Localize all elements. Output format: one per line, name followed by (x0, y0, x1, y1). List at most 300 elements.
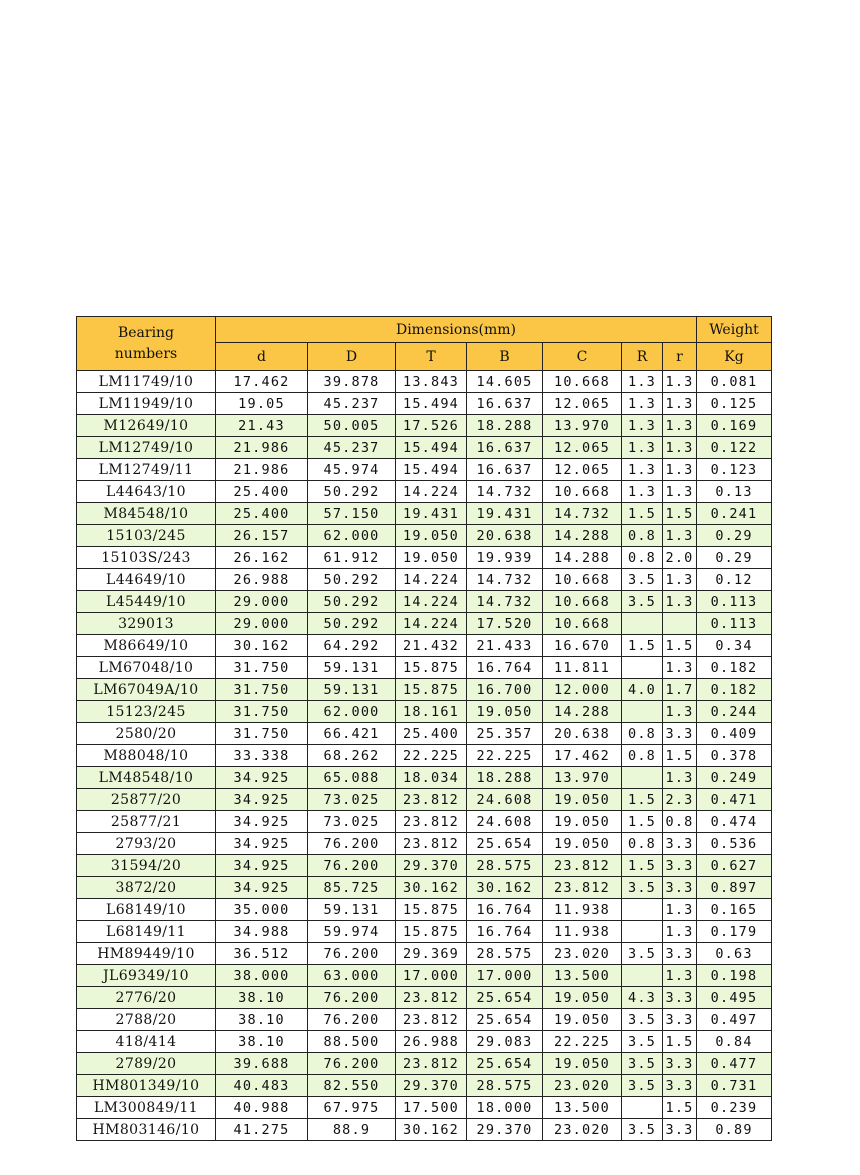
r-cell (663, 613, 697, 635)
B-cell: 16.637 (467, 393, 543, 415)
bearing-number-cell: 15103/245 (77, 525, 216, 547)
bearing-number-cell: 329013 (77, 613, 216, 635)
table-row (77, 393, 772, 415)
d-cell: 40.988 (216, 1097, 308, 1119)
R-cell: 0.8 (622, 525, 663, 547)
bearing-number-cell: LM12749/11 (77, 459, 216, 481)
r-cell: 3.3 (663, 833, 697, 855)
r-cell: 1.5 (663, 745, 697, 767)
table-row (77, 943, 772, 965)
R-cell: 4.3 (622, 987, 663, 1009)
C-cell: 10.668 (543, 591, 622, 613)
C-cell: 17.462 (543, 745, 622, 767)
d-cell: 40.483 (216, 1075, 308, 1097)
table-row (77, 415, 772, 437)
T-cell: 26.988 (396, 1031, 467, 1053)
d-cell: 38.10 (216, 1031, 308, 1053)
R-cell: 0.8 (622, 547, 663, 569)
bearing-number-cell: L44649/10 (77, 569, 216, 591)
T-cell: 19.050 (396, 547, 467, 569)
C-cell: 23.812 (543, 855, 622, 877)
B-cell: 16.637 (467, 437, 543, 459)
r-cell: 3.3 (663, 877, 697, 899)
r-cell: 1.3 (663, 767, 697, 789)
R-cell (622, 613, 663, 635)
r-cell: 1.3 (663, 525, 697, 547)
d-cell: 26.162 (216, 547, 308, 569)
C-cell: 11.938 (543, 899, 622, 921)
B-cell: 24.608 (467, 789, 543, 811)
bearing-number-cell: L68149/11 (77, 921, 216, 943)
weight-cell: 0.198 (697, 965, 772, 987)
weight-cell: 0.12 (697, 569, 772, 591)
table-row (77, 481, 772, 503)
C-cell: 13.500 (543, 1097, 622, 1119)
r-cell: 1.5 (663, 503, 697, 525)
d-cell: 25.400 (216, 503, 308, 525)
weight-cell: 0.182 (697, 679, 772, 701)
D-cell: 45.237 (308, 393, 396, 415)
table-row (77, 1009, 772, 1031)
weight-cell: 0.182 (697, 657, 772, 679)
col-header-d: d (216, 343, 308, 371)
table-row (77, 569, 772, 591)
d-cell: 34.925 (216, 789, 308, 811)
T-cell: 14.224 (396, 613, 467, 635)
T-cell: 29.370 (396, 855, 467, 877)
bearing-number-cell: 2788/20 (77, 1009, 216, 1031)
B-cell: 25.654 (467, 987, 543, 1009)
C-cell: 19.050 (543, 833, 622, 855)
R-cell: 3.5 (622, 569, 663, 591)
R-cell: 3.5 (622, 1119, 663, 1141)
D-cell: 65.088 (308, 767, 396, 789)
B-cell: 14.605 (467, 371, 543, 393)
r-cell: 3.3 (663, 1053, 697, 1075)
d-cell: 21.986 (216, 459, 308, 481)
B-cell: 28.575 (467, 943, 543, 965)
B-cell: 29.083 (467, 1031, 543, 1053)
d-cell: 26.988 (216, 569, 308, 591)
D-cell: 76.200 (308, 855, 396, 877)
table-row (77, 1097, 772, 1119)
B-cell: 25.357 (467, 723, 543, 745)
bearing-number-cell: LM67049A/10 (77, 679, 216, 701)
d-cell: 17.462 (216, 371, 308, 393)
d-cell: 29.000 (216, 591, 308, 613)
B-cell: 22.225 (467, 745, 543, 767)
B-cell: 14.732 (467, 569, 543, 591)
R-cell: 1.3 (622, 459, 663, 481)
T-cell: 23.812 (396, 811, 467, 833)
table-row (77, 767, 772, 789)
B-cell: 21.433 (467, 635, 543, 657)
B-cell: 29.370 (467, 1119, 543, 1141)
col-header-T: T (396, 343, 467, 371)
B-cell: 18.000 (467, 1097, 543, 1119)
weight-cell: 0.497 (697, 1009, 772, 1031)
B-cell: 14.732 (467, 591, 543, 613)
bearing-number-cell: L45449/10 (77, 591, 216, 613)
table-row (77, 503, 772, 525)
C-cell: 14.288 (543, 547, 622, 569)
weight-header: Weight (697, 317, 772, 343)
weight-cell: 0.29 (697, 525, 772, 547)
bearing-numbers-label: Bearing numbers (114, 324, 178, 362)
table-row (77, 745, 772, 767)
table-row (77, 613, 772, 635)
d-cell: 36.512 (216, 943, 308, 965)
R-cell: 3.5 (622, 877, 663, 899)
T-cell: 15.494 (396, 393, 467, 415)
d-cell: 21.43 (216, 415, 308, 437)
table-row (77, 811, 772, 833)
weight-cell: 0.113 (697, 591, 772, 613)
weight-cell: 0.89 (697, 1119, 772, 1141)
r-cell: 2.3 (663, 789, 697, 811)
B-cell: 25.654 (467, 1009, 543, 1031)
D-cell: 88.9 (308, 1119, 396, 1141)
r-cell: 3.3 (663, 1075, 697, 1097)
R-cell: 3.5 (622, 1053, 663, 1075)
T-cell: 29.370 (396, 1075, 467, 1097)
bearing-number-cell: 2793/20 (77, 833, 216, 855)
d-cell: 34.925 (216, 833, 308, 855)
D-cell: 50.292 (308, 569, 396, 591)
table-row (77, 1075, 772, 1097)
R-cell: 1.3 (622, 415, 663, 437)
B-cell: 24.608 (467, 811, 543, 833)
R-cell: 0.8 (622, 723, 663, 745)
table-row (77, 679, 772, 701)
bearing-number-cell: 25877/20 (77, 789, 216, 811)
T-cell: 14.224 (396, 481, 467, 503)
weight-cell: 0.113 (697, 613, 772, 635)
C-cell: 23.020 (543, 1119, 622, 1141)
bearing-number-cell: M12649/10 (77, 415, 216, 437)
R-cell (622, 657, 663, 679)
T-cell: 25.400 (396, 723, 467, 745)
B-cell: 17.000 (467, 965, 543, 987)
weight-cell: 0.378 (697, 745, 772, 767)
R-cell (622, 701, 663, 723)
R-cell: 3.5 (622, 1031, 663, 1053)
r-cell: 1.3 (663, 459, 697, 481)
table-row (77, 1053, 772, 1075)
C-cell: 12.000 (543, 679, 622, 701)
weight-cell: 0.495 (697, 987, 772, 1009)
table-row (77, 701, 772, 723)
r-cell: 1.3 (663, 591, 697, 613)
weight-cell: 0.731 (697, 1075, 772, 1097)
d-cell: 31.750 (216, 679, 308, 701)
D-cell: 73.025 (308, 789, 396, 811)
B-cell: 19.431 (467, 503, 543, 525)
B-cell: 18.288 (467, 415, 543, 437)
r-cell: 3.3 (663, 723, 697, 745)
B-cell: 25.654 (467, 833, 543, 855)
C-cell: 12.065 (543, 437, 622, 459)
D-cell: 62.000 (308, 701, 396, 723)
R-cell: 3.5 (622, 943, 663, 965)
D-cell: 64.292 (308, 635, 396, 657)
table-row (77, 591, 772, 613)
table-row (77, 459, 772, 481)
table-row (77, 547, 772, 569)
D-cell: 76.200 (308, 1053, 396, 1075)
bearing-number-cell: 25877/21 (77, 811, 216, 833)
D-cell: 57.150 (308, 503, 396, 525)
table-row (77, 855, 772, 877)
table-row (77, 525, 772, 547)
B-cell: 28.575 (467, 1075, 543, 1097)
weight-cell: 0.165 (697, 899, 772, 921)
bearing-number-cell: 3872/20 (77, 877, 216, 899)
weight-cell: 0.239 (697, 1097, 772, 1119)
r-cell: 1.5 (663, 1097, 697, 1119)
table-row (77, 1119, 772, 1141)
col-header-B: B (467, 343, 543, 371)
weight-cell: 0.123 (697, 459, 772, 481)
bearing-number-cell: LM48548/10 (77, 767, 216, 789)
R-cell (622, 965, 663, 987)
table-row (77, 877, 772, 899)
d-cell: 33.338 (216, 745, 308, 767)
r-cell: 3.3 (663, 1009, 697, 1031)
C-cell: 16.670 (543, 635, 622, 657)
C-cell: 12.065 (543, 459, 622, 481)
T-cell: 23.812 (396, 789, 467, 811)
weight-cell: 0.63 (697, 943, 772, 965)
R-cell: 1.5 (622, 789, 663, 811)
B-cell: 17.520 (467, 613, 543, 635)
D-cell: 45.974 (308, 459, 396, 481)
d-cell: 31.750 (216, 723, 308, 745)
D-cell: 66.421 (308, 723, 396, 745)
weight-cell: 0.897 (697, 877, 772, 899)
bearing-number-cell: LM11949/10 (77, 393, 216, 415)
r-cell: 3.3 (663, 1119, 697, 1141)
weight-cell: 0.409 (697, 723, 772, 745)
table-body (77, 371, 772, 1141)
D-cell: 50.005 (308, 415, 396, 437)
r-cell: 1.3 (663, 481, 697, 503)
C-cell: 14.732 (543, 503, 622, 525)
B-cell: 18.288 (467, 767, 543, 789)
D-cell: 76.200 (308, 1009, 396, 1031)
R-cell: 1.5 (622, 503, 663, 525)
weight-cell: 0.477 (697, 1053, 772, 1075)
D-cell: 50.292 (308, 591, 396, 613)
table-row (77, 899, 772, 921)
weight-cell: 0.169 (697, 415, 772, 437)
col-header-kg: Kg (697, 343, 772, 371)
B-cell: 20.638 (467, 525, 543, 547)
T-cell: 15.875 (396, 679, 467, 701)
table-row (77, 1031, 772, 1053)
T-cell: 23.812 (396, 833, 467, 855)
d-cell: 41.275 (216, 1119, 308, 1141)
D-cell: 59.131 (308, 899, 396, 921)
D-cell: 45.237 (308, 437, 396, 459)
B-cell: 16.700 (467, 679, 543, 701)
table-row (77, 723, 772, 745)
table-row (77, 371, 772, 393)
d-cell: 38.000 (216, 965, 308, 987)
R-cell: 1.5 (622, 855, 663, 877)
R-cell: 3.5 (622, 1009, 663, 1031)
T-cell: 19.431 (396, 503, 467, 525)
T-cell: 23.812 (396, 1053, 467, 1075)
T-cell: 15.494 (396, 437, 467, 459)
T-cell: 15.875 (396, 921, 467, 943)
r-cell: 1.3 (663, 657, 697, 679)
D-cell: 59.131 (308, 679, 396, 701)
T-cell: 22.225 (396, 745, 467, 767)
D-cell: 50.292 (308, 613, 396, 635)
T-cell: 30.162 (396, 877, 467, 899)
R-cell (622, 767, 663, 789)
r-cell: 1.5 (663, 635, 697, 657)
bearing-number-cell: HM803146/10 (77, 1119, 216, 1141)
T-cell: 21.432 (396, 635, 467, 657)
C-cell: 19.050 (543, 811, 622, 833)
B-cell: 30.162 (467, 877, 543, 899)
D-cell: 88.500 (308, 1031, 396, 1053)
bearing-number-cell: JL69349/10 (77, 965, 216, 987)
T-cell: 17.526 (396, 415, 467, 437)
r-cell: 1.3 (663, 921, 697, 943)
weight-cell: 0.081 (697, 371, 772, 393)
C-cell: 10.668 (543, 569, 622, 591)
r-cell: 1.3 (663, 965, 697, 987)
d-cell: 34.925 (216, 877, 308, 899)
C-cell: 10.668 (543, 371, 622, 393)
bearing-number-cell: 15123/245 (77, 701, 216, 723)
D-cell: 61.912 (308, 547, 396, 569)
R-cell (622, 899, 663, 921)
weight-cell: 0.244 (697, 701, 772, 723)
d-cell: 38.10 (216, 1009, 308, 1031)
R-cell: 1.5 (622, 811, 663, 833)
R-cell: 3.5 (622, 1075, 663, 1097)
weight-cell: 0.13 (697, 481, 772, 503)
r-cell: 1.3 (663, 371, 697, 393)
R-cell: 4.0 (622, 679, 663, 701)
B-cell: 16.764 (467, 921, 543, 943)
bearing-number-cell: 2580/20 (77, 723, 216, 745)
d-cell: 34.988 (216, 921, 308, 943)
R-cell: 0.8 (622, 833, 663, 855)
table-row (77, 987, 772, 1009)
T-cell: 19.050 (396, 525, 467, 547)
D-cell: 63.000 (308, 965, 396, 987)
table-row (77, 635, 772, 657)
D-cell: 50.292 (308, 481, 396, 503)
D-cell: 39.878 (308, 371, 396, 393)
bearing-number-cell: 2789/20 (77, 1053, 216, 1075)
B-cell: 25.654 (467, 1053, 543, 1075)
d-cell: 34.925 (216, 811, 308, 833)
C-cell: 20.638 (543, 723, 622, 745)
bearing-number-cell: L68149/10 (77, 899, 216, 921)
T-cell: 14.224 (396, 569, 467, 591)
d-cell: 29.000 (216, 613, 308, 635)
B-cell: 28.575 (467, 855, 543, 877)
C-cell: 10.668 (543, 613, 622, 635)
T-cell: 29.369 (396, 943, 467, 965)
bearing-number-cell: 15103S/243 (77, 547, 216, 569)
weight-cell: 0.474 (697, 811, 772, 833)
d-cell: 35.000 (216, 899, 308, 921)
bearing-number-cell: HM89449/10 (77, 943, 216, 965)
bearing-number-cell: M86649/10 (77, 635, 216, 657)
T-cell: 13.843 (396, 371, 467, 393)
weight-cell: 0.122 (697, 437, 772, 459)
T-cell: 17.500 (396, 1097, 467, 1119)
r-cell: 3.3 (663, 855, 697, 877)
C-cell: 11.938 (543, 921, 622, 943)
C-cell: 13.970 (543, 415, 622, 437)
T-cell: 15.494 (396, 459, 467, 481)
table-row (77, 965, 772, 987)
d-cell: 38.10 (216, 987, 308, 1009)
d-cell: 25.400 (216, 481, 308, 503)
R-cell: 0.8 (622, 745, 663, 767)
r-cell: 1.3 (663, 393, 697, 415)
d-cell: 31.750 (216, 657, 308, 679)
B-cell: 16.637 (467, 459, 543, 481)
D-cell: 76.200 (308, 943, 396, 965)
weight-cell: 0.471 (697, 789, 772, 811)
weight-cell: 0.627 (697, 855, 772, 877)
D-cell: 59.974 (308, 921, 396, 943)
R-cell (622, 1097, 663, 1119)
weight-cell: 0.179 (697, 921, 772, 943)
D-cell: 76.200 (308, 987, 396, 1009)
dimensions-header: Dimensions(mm) (216, 317, 697, 343)
weight-cell: 0.249 (697, 767, 772, 789)
bearing-number-cell: 2776/20 (77, 987, 216, 1009)
bearing-numbers-header (77, 317, 216, 371)
C-cell: 13.500 (543, 965, 622, 987)
T-cell: 30.162 (396, 1119, 467, 1141)
r-cell: 1.3 (663, 437, 697, 459)
B-cell: 19.939 (467, 547, 543, 569)
C-cell: 12.065 (543, 393, 622, 415)
R-cell (622, 921, 663, 943)
col-header-R: R (622, 343, 663, 371)
T-cell: 18.161 (396, 701, 467, 723)
r-cell: 1.7 (663, 679, 697, 701)
d-cell: 19.05 (216, 393, 308, 415)
R-cell: 3.5 (622, 591, 663, 613)
D-cell: 62.000 (308, 525, 396, 547)
table-row (77, 789, 772, 811)
C-cell: 22.225 (543, 1031, 622, 1053)
bearing-dimensions-table (76, 316, 772, 1141)
D-cell: 85.725 (308, 877, 396, 899)
C-cell: 19.050 (543, 1053, 622, 1075)
T-cell: 17.000 (396, 965, 467, 987)
C-cell: 11.811 (543, 657, 622, 679)
weight-cell: 0.29 (697, 547, 772, 569)
col-header-C: C (543, 343, 622, 371)
weight-cell: 0.241 (697, 503, 772, 525)
C-cell: 14.288 (543, 701, 622, 723)
d-cell: 31.750 (216, 701, 308, 723)
d-cell: 34.925 (216, 767, 308, 789)
